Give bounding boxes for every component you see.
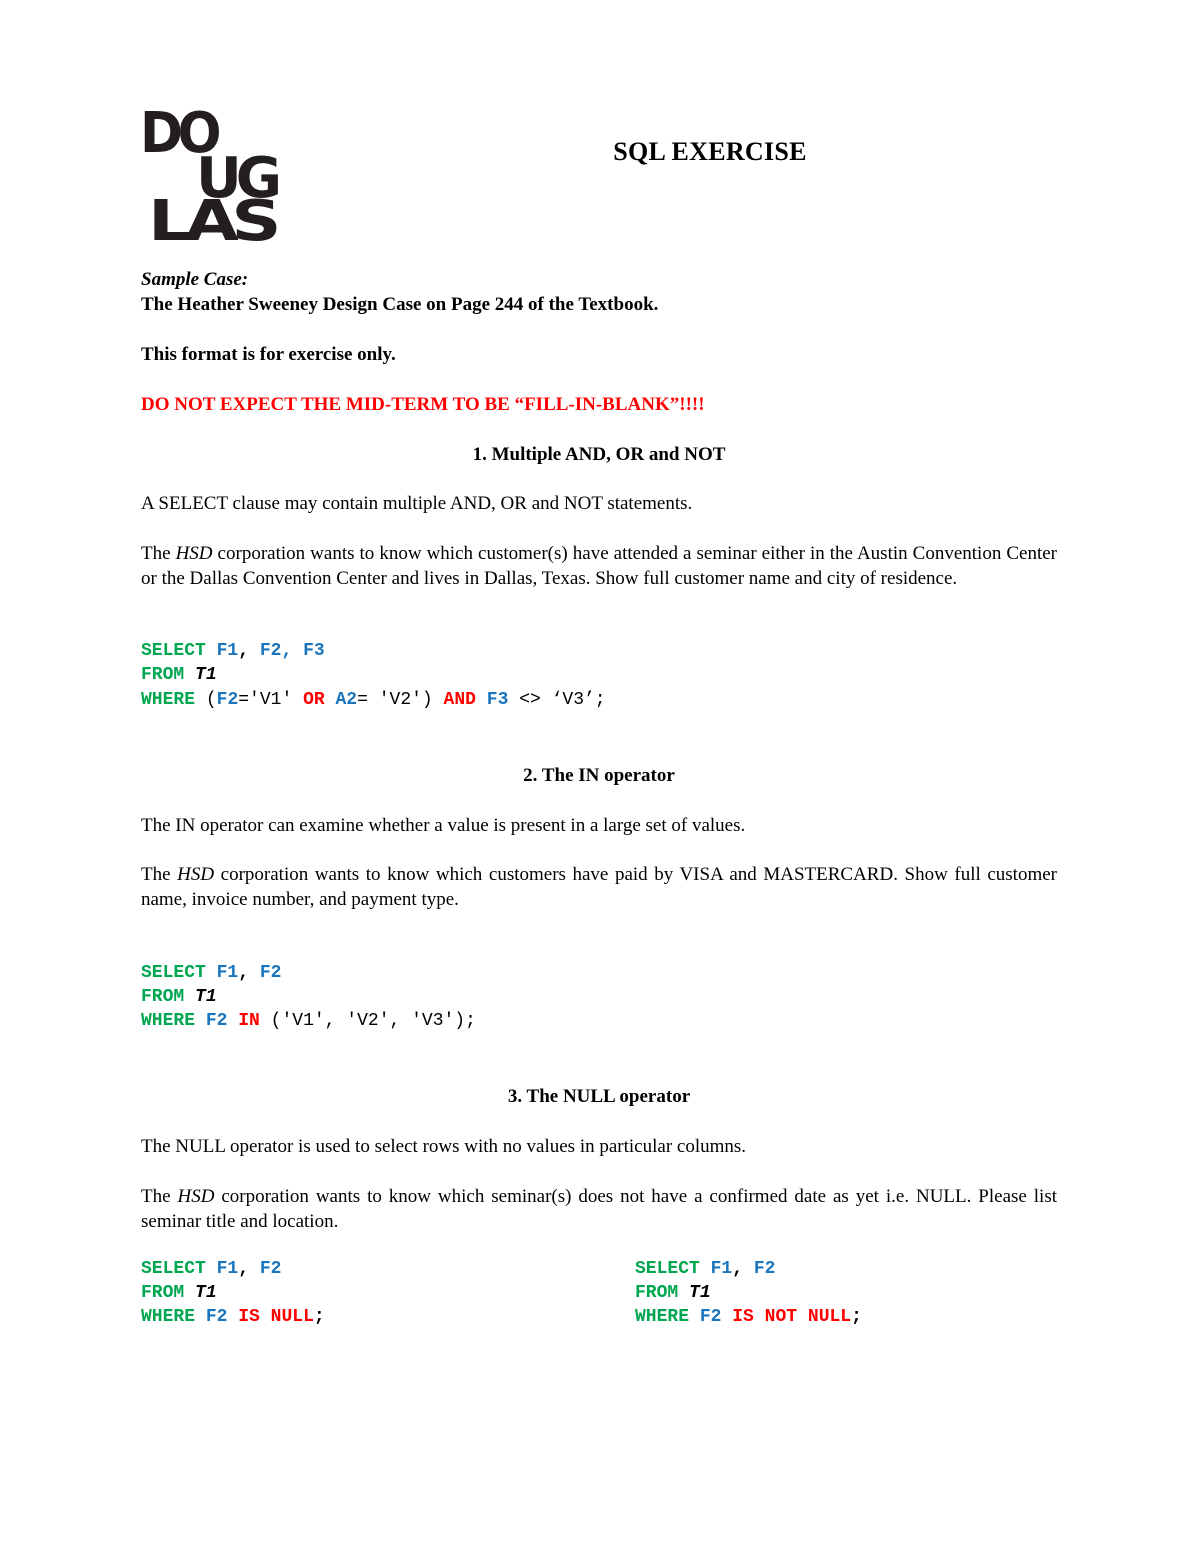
warning-text: DO NOT EXPECT THE MID-TERM TO BE “FILL-IN-BLANK”!!!! [141,394,705,415]
section-1-heading: 1. Multiple AND, OR and NOT [472,444,726,465]
sql-field: F3 [303,641,325,661]
sql-table: T1 [195,987,217,1007]
sql-keyword: SELECT [141,1259,206,1279]
sql-keyword: FROM [141,1283,185,1303]
sql-keyword: WHERE [141,1011,196,1031]
section-2-task [141,862,1057,912]
comma: , [732,1259,744,1279]
sql-keyword: WHERE [635,1307,690,1327]
section-1-code-from [141,663,217,687]
section-3-code-right-where [635,1305,862,1329]
sql-operator: NULL [270,1307,314,1327]
hsd-name: HSD [177,864,215,885]
section-1-description: A SELECT clause may contain multiple AND, OR and NOT statements. [141,493,693,514]
sql-field: F1 [216,1259,239,1279]
sql-keyword: FROM [141,665,185,685]
sql-field: F2 [205,1011,228,1031]
task-text: corporation wants to know which seminar(s) does not have a confirmed date as yet i.e. NULL. Please list seminar title and location. [141,1186,1057,1232]
sql-table: T1 [689,1283,711,1303]
sql-literal: ('V1', 'V2', 'V3'); [270,1011,476,1031]
section-2-code-select [141,961,281,985]
section-3-code-left-select [141,1257,281,1281]
sql-operator: IN [238,1011,260,1031]
sample-case-label: Sample Case: [141,269,249,290]
sql-keyword: FROM [635,1283,679,1303]
comma: , [281,641,293,661]
task-text: The [141,1186,178,1207]
sql-literal: ='V1' [238,690,293,710]
section-3-code-left-from [141,1281,217,1305]
task-text: The [141,864,178,885]
section-2-code-where [141,1009,476,1033]
sql-field: F3 [486,690,509,710]
svg-text:LAS: LAS [148,189,278,242]
sql-field: F2 [216,690,239,710]
sql-field: F1 [216,641,239,661]
section-3-code-right-from [635,1281,711,1305]
sql-field: A2 [335,690,358,710]
sql-table: T1 [195,1283,217,1303]
sql-operator: OR [303,690,325,710]
paren: ( [205,690,217,710]
sql-field: F1 [216,963,239,983]
page-title: SQL EXERCISE [613,137,807,166]
comma: , [238,1259,250,1279]
sql-operator: IS [732,1307,754,1327]
sample-case-description: The Heather Sweeney Design Case on Page 244 of the Textbook. [141,294,659,315]
sql-operator: IS [238,1307,260,1327]
section-3-description: The NULL operator is used to select rows with no values in particular columns. [141,1136,747,1157]
sql-keyword: FROM [141,987,185,1007]
sql-keyword: SELECT [635,1259,700,1279]
sql-field: F1 [710,1259,733,1279]
sql-operator: NULL [807,1307,852,1327]
section-3-heading: 3. The NULL operator [507,1086,691,1107]
section-3-task [141,1184,1057,1234]
semicolon: ; [313,1307,325,1327]
sql-operator: NOT [764,1307,798,1327]
svg-text:DO: DO [140,102,220,166]
sql-keyword: SELECT [141,963,206,983]
task-text: The [141,543,176,564]
sql-keyword: WHERE [141,1307,196,1327]
sql-table: T1 [195,665,217,685]
hsd-name: HSD [177,1186,215,1207]
format-note: This format is for exercise only. [141,344,396,365]
douglas-logo [140,102,280,242]
section-3-code-left-where [141,1305,325,1329]
sql-field: F2 [205,1307,228,1327]
task-text: corporation wants to know which customer(s) have attended a seminar either in the Austin Convention Center or the Dallas Convention Center and lives in Dallas, Texas. Show full customer name and city of residence. [141,543,1057,589]
task-text: corporation wants to know which customers have paid by VISA and MASTERCARD. Show full customer name, invoice number, and payment type. [141,864,1057,910]
section-1-code-where [141,688,606,712]
sql-field: F2 [259,963,282,983]
sql-literal: = 'V2') [357,690,433,710]
sql-operator: AND [443,690,476,710]
section-2-code-from [141,985,217,1009]
section-2-description: The IN operator can examine whether a value is present in a large set of values. [141,815,746,836]
semicolon: ; [851,1307,862,1327]
hsd-name: HSD [175,543,213,564]
section-2-heading: 2. The IN operator [523,765,675,786]
section-1-code-select [141,639,325,663]
sql-keyword: WHERE [141,690,196,710]
sql-field: F2 [259,1259,282,1279]
sql-field: F2 [259,641,282,661]
comma: , [238,641,250,661]
sql-field: F2 [753,1259,776,1279]
section-1-task [141,541,1057,591]
section-3-code-right-select [635,1257,775,1281]
logo-graphic [140,102,280,242]
comma: , [238,963,250,983]
sql-keyword: SELECT [141,641,206,661]
sql-literal: <> ‘V3’; [519,690,606,710]
sql-field: F2 [699,1307,722,1327]
svg-text:UG: UG [196,146,279,211]
